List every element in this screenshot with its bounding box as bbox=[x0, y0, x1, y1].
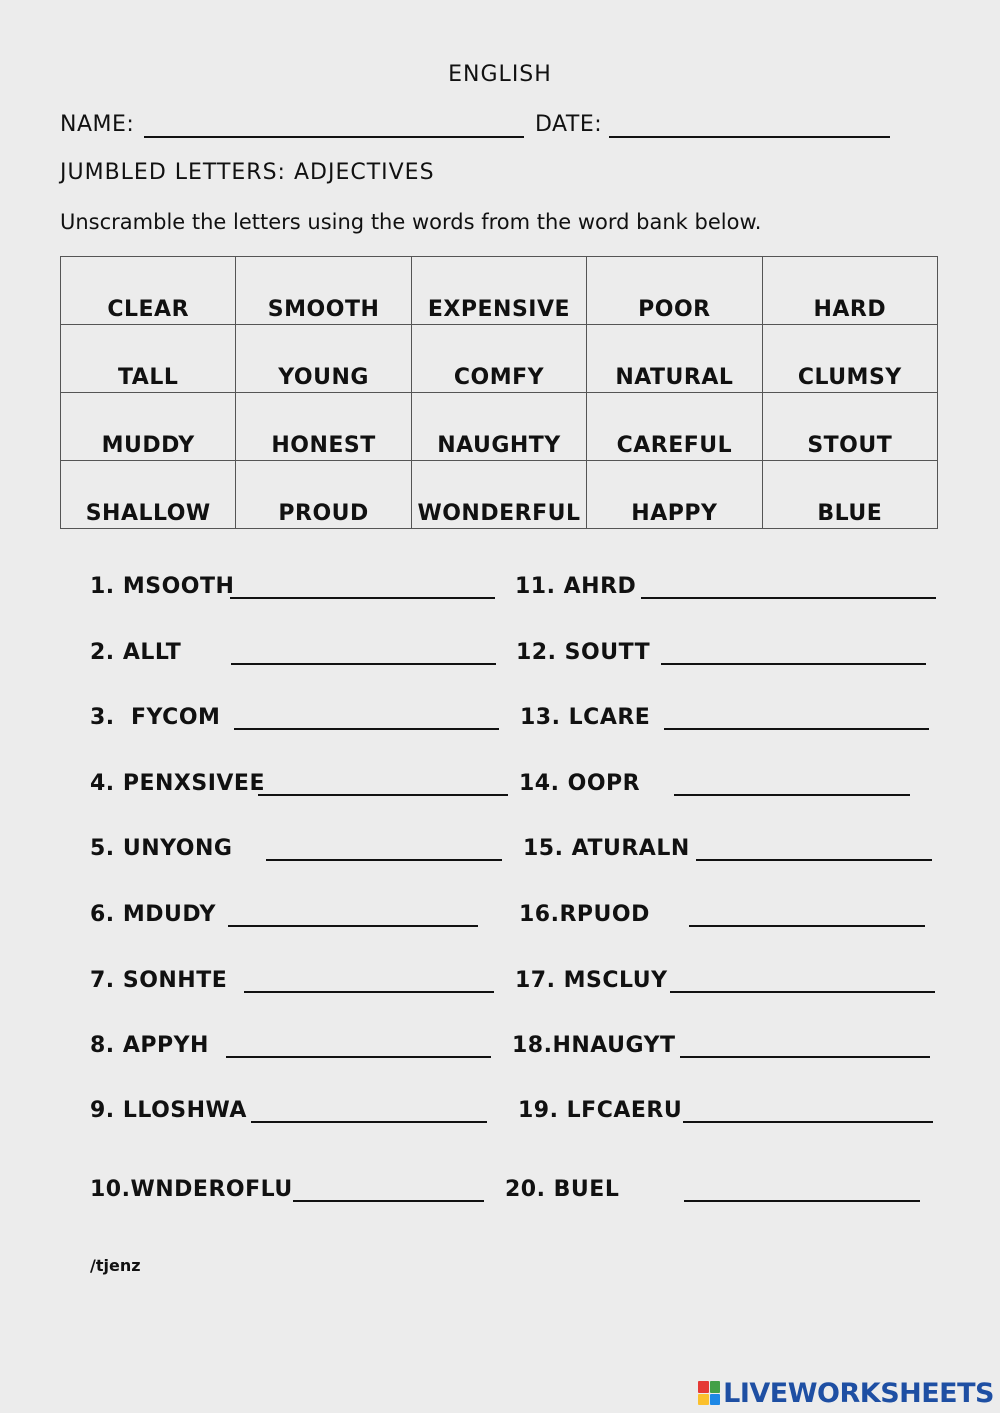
question-label: 9. LLOSHWA bbox=[90, 1098, 247, 1123]
question-label: 13. LCARE bbox=[520, 705, 651, 730]
word-bank-cell: CLEAR bbox=[61, 257, 236, 325]
question-label: 6. MDUDY bbox=[90, 902, 216, 927]
answer-blank[interactable] bbox=[244, 991, 494, 993]
word-bank-cell: SMOOTH bbox=[236, 257, 411, 325]
logo-text: LIVEWORKSHEETS bbox=[723, 1377, 994, 1409]
word-bank-cell: POOR bbox=[587, 257, 762, 325]
question-label: 12. SOUTT bbox=[516, 640, 651, 665]
answer-blank[interactable] bbox=[680, 1056, 930, 1058]
word-bank-cell: NATURAL bbox=[587, 325, 762, 393]
liveworksheets-logo[interactable] bbox=[698, 1378, 994, 1408]
word-bank-cell: NAUGHTY bbox=[411, 393, 586, 461]
word-bank-cell: SHALLOW bbox=[61, 461, 236, 529]
question-label: 8. APPYH bbox=[90, 1033, 209, 1058]
question-label: 18.HNAUGYT bbox=[512, 1033, 676, 1058]
author-credit: /tjenz bbox=[90, 1256, 141, 1275]
question-label: 15. ATURALN bbox=[523, 836, 690, 861]
word-bank-cell: TALL bbox=[61, 325, 236, 393]
answer-blank[interactable] bbox=[641, 597, 936, 599]
answer-blank[interactable] bbox=[230, 597, 495, 599]
question-label: 7. SONHTE bbox=[90, 968, 228, 993]
logo-icon bbox=[698, 1381, 720, 1405]
word-bank-cell: WONDERFUL bbox=[411, 461, 586, 529]
answer-blank[interactable] bbox=[670, 991, 935, 993]
word-bank-cell: EXPENSIVE bbox=[411, 257, 586, 325]
word-bank-row bbox=[61, 393, 938, 461]
answer-blank[interactable] bbox=[234, 728, 499, 730]
answer-blank[interactable] bbox=[689, 925, 925, 927]
answer-blank[interactable] bbox=[683, 1121, 933, 1123]
question-label: 10.WNDEROFLU bbox=[90, 1177, 293, 1202]
date-label: DATE: bbox=[535, 112, 603, 137]
question-label: 17. MSCLUY bbox=[515, 968, 668, 993]
name-label: NAME: bbox=[60, 112, 135, 137]
word-bank-row bbox=[61, 257, 938, 325]
word-bank-cell: STOUT bbox=[762, 393, 937, 461]
word-bank-cell: MUDDY bbox=[61, 393, 236, 461]
word-bank-row bbox=[61, 461, 938, 529]
word-bank-row bbox=[61, 325, 938, 393]
question-label: 1. MSOOTH bbox=[90, 574, 235, 599]
name-field[interactable] bbox=[144, 136, 524, 138]
answer-blank[interactable] bbox=[251, 1121, 487, 1123]
question-label: 14. OOPR bbox=[519, 771, 641, 796]
word-bank-cell: COMFY bbox=[411, 325, 586, 393]
question-label: 3. FYCOM bbox=[90, 705, 221, 730]
answer-blank[interactable] bbox=[674, 794, 910, 796]
answer-blank[interactable] bbox=[661, 663, 926, 665]
date-field[interactable] bbox=[609, 136, 890, 138]
answer-blank[interactable] bbox=[266, 859, 502, 861]
answer-blank[interactable] bbox=[293, 1200, 484, 1202]
word-bank-table bbox=[60, 256, 938, 529]
question-label: 11. AHRD bbox=[515, 574, 637, 599]
answer-blank[interactable] bbox=[258, 794, 508, 796]
question-label: 5. UNYONG bbox=[90, 836, 233, 861]
worksheet-heading: JUMBLED LETTERS: ADJECTIVES bbox=[60, 160, 435, 185]
word-bank-cell: YOUNG bbox=[236, 325, 411, 393]
question-label: 20. BUEL bbox=[505, 1177, 620, 1202]
answer-blank[interactable] bbox=[664, 728, 929, 730]
question-label: 16.RPUOD bbox=[519, 902, 650, 927]
word-bank-cell: HONEST bbox=[236, 393, 411, 461]
instructions-text: Unscramble the letters using the words from the word bank below. bbox=[60, 210, 762, 234]
word-bank-cell: BLUE bbox=[762, 461, 937, 529]
word-bank-cell: HARD bbox=[762, 257, 937, 325]
answer-blank[interactable] bbox=[228, 925, 478, 927]
word-bank-cell: CAREFUL bbox=[587, 393, 762, 461]
answer-blank[interactable] bbox=[231, 663, 496, 665]
question-label: 19. LFCAERU bbox=[518, 1098, 683, 1123]
page-title: ENGLISH bbox=[448, 62, 552, 87]
word-bank-cell: PROUD bbox=[236, 461, 411, 529]
answer-blank[interactable] bbox=[226, 1056, 491, 1058]
word-bank-cell: CLUMSY bbox=[762, 325, 937, 393]
question-label: 2. ALLT bbox=[90, 640, 182, 665]
answer-blank[interactable] bbox=[696, 859, 932, 861]
question-label: 4. PENXSIVEE bbox=[90, 771, 265, 796]
answer-blank[interactable] bbox=[684, 1200, 920, 1202]
word-bank-cell: HAPPY bbox=[587, 461, 762, 529]
